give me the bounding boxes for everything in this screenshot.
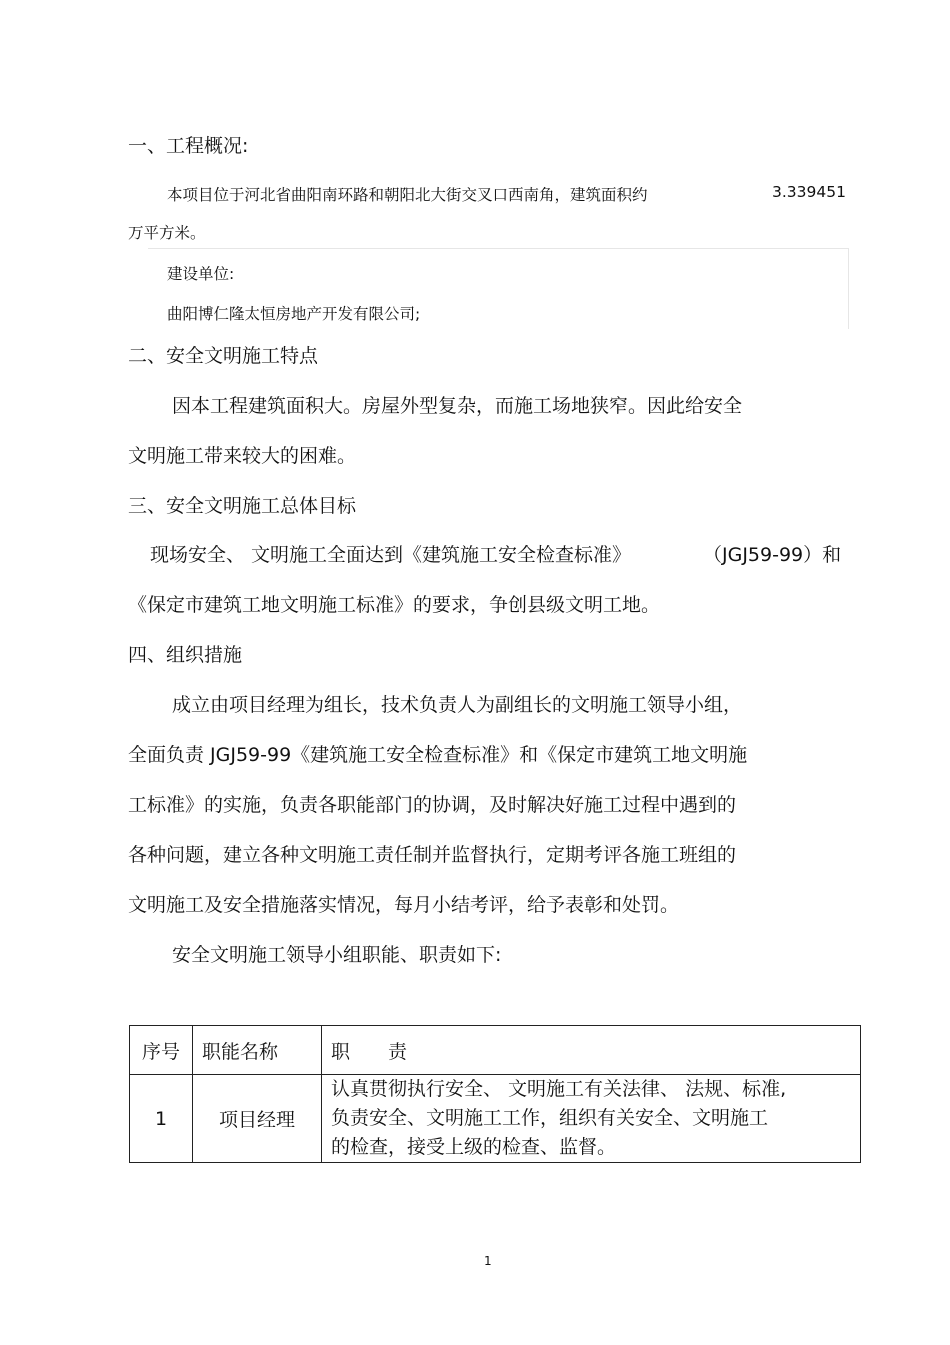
table-header-row — [130, 1026, 861, 1075]
page-number: 1 — [484, 1254, 492, 1268]
section4-paragraph-line: 全面负责 JGJ59-99《建筑施工安全检查标准》和《保定市建筑工地文明施 — [128, 744, 748, 766]
table-row — [130, 1075, 861, 1163]
section2-heading: 二、安全文明施工特点 — [128, 345, 319, 367]
section4-paragraph-line: 工标准》的实施，负责各职能部门的协调，及时解决好施工过程中遇到的 — [128, 794, 737, 816]
table-intro: 安全文明施工领导小组职能、职责如下: — [172, 944, 502, 966]
row-duty — [322, 1075, 861, 1163]
client-label: 建设单位: — [167, 265, 235, 283]
section1-paragraph-line1: 本项目位于河北省曲阳南环路和朝阳北大街交叉口西南角，建筑面积约 — [167, 186, 648, 204]
section3-standard-code: （JGJ59-99）和 — [703, 544, 842, 566]
duty-line: 认真贯彻执行安全、 文明施工有关法律、 法规、标准, — [331, 1078, 787, 1100]
section4-paragraph-line: 成立由项目经理为组长，技术负责人为副组长的文明施工领导小组， — [172, 694, 743, 716]
header-number: 序号 — [130, 1026, 193, 1075]
row-role: 项目经理 — [193, 1075, 322, 1163]
section3-heading: 三、安全文明施工总体目标 — [128, 495, 357, 517]
section2-paragraph-line1: 因本工程建筑面积大。房屋外型复杂，而施工场地狭窄。因此给安全 — [172, 395, 743, 417]
duties-table — [129, 1025, 861, 1163]
section4-paragraph-line: 各种问题，建立各种文明施工责任制并监督执行，定期考评各施工班组的 — [128, 844, 737, 866]
section3-paragraph-line2: 《保定市建筑工地文明施工标准》的要求，争创县级文明工地。 — [128, 594, 661, 616]
section1-heading: 一、工程概况: — [128, 135, 249, 157]
section4-paragraph-line: 文明施工及安全措施落实情况，每月小结考评，给予表彰和处罚。 — [128, 894, 680, 916]
section1-paragraph-line2: 万平方米。 — [128, 224, 206, 242]
duty-line: 负责安全、文明施工工作，组织有关安全、文明施工 — [331, 1107, 769, 1129]
client-name: 曲阳博仁隆太恒房地产开发有限公司; — [167, 305, 421, 323]
header-duty: 职 责 — [322, 1026, 861, 1075]
section2-paragraph-line2: 文明施工带来较大的困难。 — [128, 445, 357, 467]
section3-paragraph-line1: 现场安全、 文明施工全面达到《建筑施工安全检查标准》 — [150, 544, 632, 566]
row-number: 1 — [130, 1075, 193, 1163]
section1-area-value: 3.339451 — [772, 183, 846, 201]
duty-line: 的检查，接受上级的检查、监督。 — [331, 1136, 617, 1158]
header-role: 职能名称 — [193, 1026, 322, 1075]
section4-heading: 四、组织措施 — [128, 644, 243, 666]
